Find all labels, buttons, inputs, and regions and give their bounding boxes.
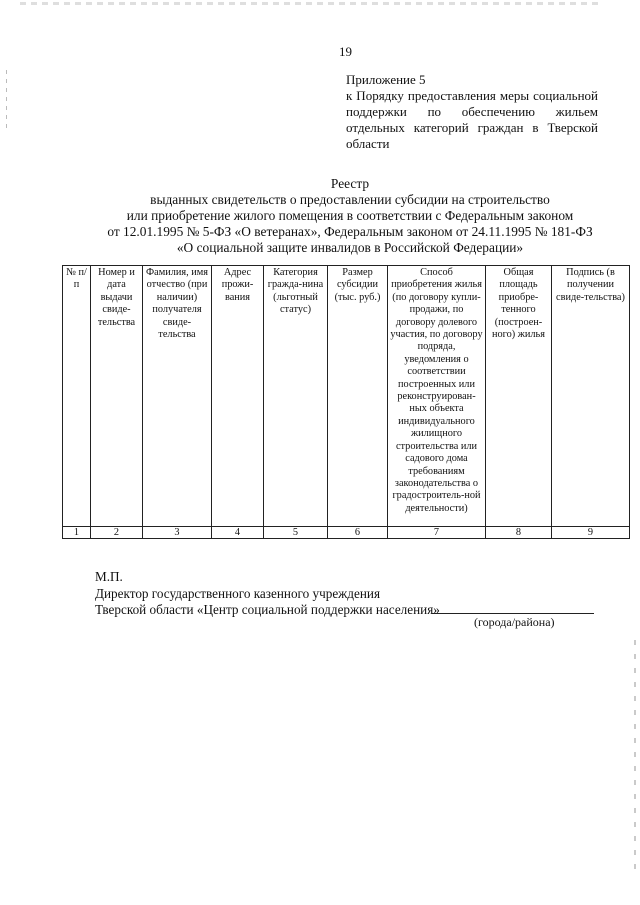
appendix-text: к Порядку предоставления меры социальной поддержки по обеспечению жильем отдельных категорий граждан в Тверской области xyxy=(346,88,598,151)
heading-line: от 12.01.1995 № 5-ФЗ «О ветеранах», Федеральным законом от 24.11.1995 № 181-ФЗ xyxy=(107,224,593,239)
header-cell-subsidy: Размер субсидии (тыс. руб.) xyxy=(328,266,388,527)
institution-name: Тверской области «Центр социальной поддержки населения» xyxy=(95,602,440,617)
appendix-block xyxy=(346,72,598,152)
signature-hint: (города/района) xyxy=(474,615,555,629)
header-cell-certificate: Номер и дата выдачи свиде-тельства xyxy=(91,266,143,527)
header-cell-area: Общая площадь приобре-тенного (построен-ного) жилья xyxy=(486,266,552,527)
appendix-title: Приложение 5 xyxy=(346,72,426,87)
header-cell-address: Адрес прожи-вания xyxy=(212,266,264,527)
scan-artifact-right xyxy=(634,640,636,870)
column-number: 1 xyxy=(63,527,91,539)
header-cell-signature: Подпись (в получении свиде-тельства) xyxy=(552,266,630,527)
header-cell-recipient: Фамилия, имя отчество (при наличии) получателя свиде-тельства xyxy=(143,266,212,527)
register-table xyxy=(62,265,630,539)
register-heading xyxy=(60,176,640,256)
header-cell-number: № п/п xyxy=(63,266,91,527)
column-number: 7 xyxy=(388,527,486,539)
column-number: 3 xyxy=(143,527,212,539)
stamp-label: М.П. xyxy=(95,569,123,584)
column-number: 8 xyxy=(486,527,552,539)
heading-line: «О социальной защите инвалидов в Российской Федерации» xyxy=(176,240,524,255)
table-header-row xyxy=(63,266,630,527)
page-number: 19 xyxy=(339,44,352,59)
heading-line: или приобретение жилого помещения в соответствии с Федеральным законом xyxy=(126,208,574,223)
director-title: Директор государственного казенного учреждения xyxy=(95,585,381,601)
heading-line: выданных свидетельств о предоставлении субсидии на строительство xyxy=(150,192,550,207)
table-numbering-row xyxy=(63,527,630,539)
column-number: 5 xyxy=(264,527,328,539)
signature-block xyxy=(95,569,440,619)
column-number: 2 xyxy=(91,527,143,539)
scan-artifact-left xyxy=(6,70,7,130)
column-number: 9 xyxy=(552,527,630,539)
signature-blank-line xyxy=(432,613,594,614)
header-cell-category: Категория гражда-нина (льготный статус) xyxy=(264,266,328,527)
heading-title: Реестр xyxy=(330,176,370,191)
scan-artifact-top xyxy=(20,2,600,5)
column-number: 6 xyxy=(328,527,388,539)
column-number: 4 xyxy=(212,527,264,539)
header-cell-method: Способ приобретения жилья (по договору купли-продажи, по договору долевого участия, по договору подряда, уведомления о соответствии построенных или реконструирован-ных объекта индивидуального жилищного строительства или садового дома требованиям законодательства о градостроитель-ной деятельности) xyxy=(388,266,486,527)
